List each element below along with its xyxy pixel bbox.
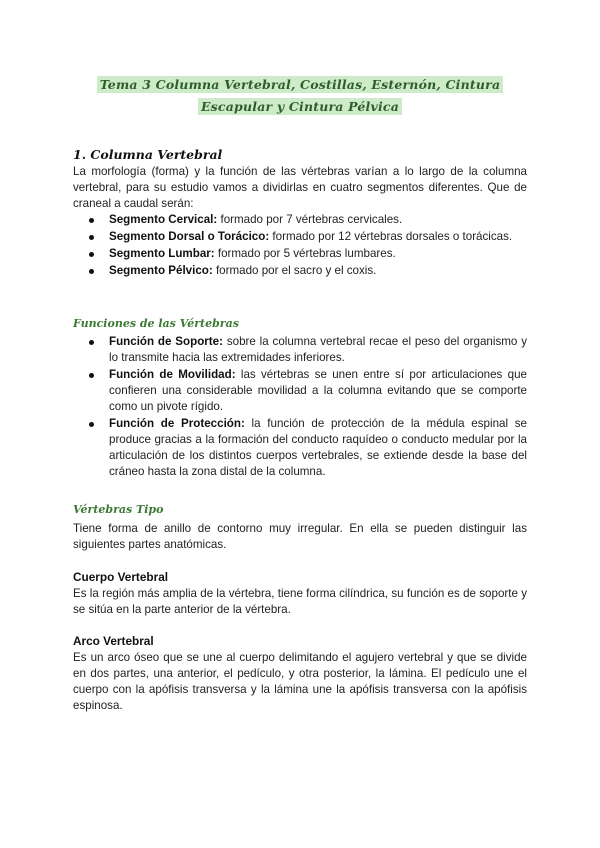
list-item-text: sobre la columna vertebral recae el peso del organismo y lo transmite hacia las extremidades inferiores. — [109, 335, 527, 364]
list-item — [73, 367, 527, 415]
document-title-line-2-wrap — [0, 98, 600, 116]
document-title-line-1: Tema 3 Columna Vertebral, Costillas, Esternón, Cintura — [97, 76, 504, 93]
list-item-text: la función de protección de la médula espinal se produce gracias a la formación del conducto raquídeo o conducto medular por la articulación de los distintos cuerpos vertebrales, se extiende desde la base del cráneo hasta la zona distal de la columna. — [109, 417, 528, 478]
arco-vertebral-text: Es un arco óseo que se une al cuerpo delimitando el agujero vertebral y que se divide en dos partes, una anterior, el pedículo, y otra posterior, la lámina. El pedículo une el cuerpo con la apófisis transversa y la lámina une la apófisis transversa con la apófisis espinosa. — [73, 651, 527, 712]
document-title-line-1-wrap — [0, 76, 600, 94]
bullet-icon — [89, 218, 94, 223]
cuerpo-vertebral-text: Es la región más amplia de la vértebra, tiene forma cilíndrica, su función es de soporte y se sitúa en la parte anterior de la vértebra. — [73, 587, 527, 616]
list-item-term: Segmento Cervical: — [109, 213, 218, 226]
bullet-icon — [89, 269, 94, 274]
list-item-term: Segmento Lumbar: — [109, 247, 215, 260]
list-item — [73, 229, 527, 245]
list-item-term: Función de Protección: — [109, 417, 245, 430]
list-item-text: formado por el sacro y el coxis. — [212, 264, 377, 277]
bullet-icon — [89, 373, 94, 378]
arco-vertebral-heading: Arco Vertebral — [73, 634, 154, 648]
list-item — [73, 212, 527, 228]
list-item — [73, 246, 527, 262]
list-item — [73, 263, 527, 279]
section-1-number: 1. — [73, 147, 87, 162]
functions-list — [73, 334, 527, 481]
section-1-intro: La morfología (forma) y la función de las vértebras varían a lo largo de la columna vertebral, para su estudio vamos a dividirlas en cuatro segmentos diferentes. Que de craneal a caudal serán: — [73, 165, 527, 210]
functions-heading: Funciones de las Vértebras — [73, 317, 239, 330]
list-item-text: las vértebras se unen entre sí por articulaciones que confieren una considerable movilidad a la columna evitando que se comporte como un pivote rígido. — [109, 368, 527, 413]
list-item — [73, 416, 527, 480]
list-item-text: formado por 12 vértebras dorsales o torácicas. — [269, 230, 513, 243]
list-item — [73, 334, 527, 366]
list-item-text: formado por 5 vértebras lumbares. — [214, 247, 396, 260]
vertebras-tipo-heading: Vértebras Tipo — [73, 503, 164, 516]
segments-list — [73, 212, 527, 280]
bullet-icon — [89, 422, 94, 427]
section-1-title: Columna Vertebral — [90, 147, 223, 162]
bullet-icon — [89, 235, 94, 240]
list-item-text: formado por 7 vértebras cervicales. — [217, 213, 403, 226]
list-item-term: Segmento Pélvico: — [109, 264, 213, 277]
vertebras-tipo-text: Tiene forma de anillo de contorno muy irregular. En ella se pueden distinguir las siguientes partes anatómicas. — [73, 522, 527, 551]
cuerpo-vertebral-heading: Cuerpo Vertebral — [73, 570, 169, 584]
list-item-term: Función de Movilidad: — [109, 368, 236, 381]
list-item-term: Función de Soporte: — [109, 335, 223, 348]
bullet-icon — [89, 340, 94, 345]
document-title-line-2: Escapular y Cintura Pélvica — [198, 98, 402, 115]
section-1-heading — [73, 147, 222, 162]
bullet-icon — [89, 252, 94, 257]
list-item-term: Segmento Dorsal o Torácico: — [109, 230, 270, 243]
